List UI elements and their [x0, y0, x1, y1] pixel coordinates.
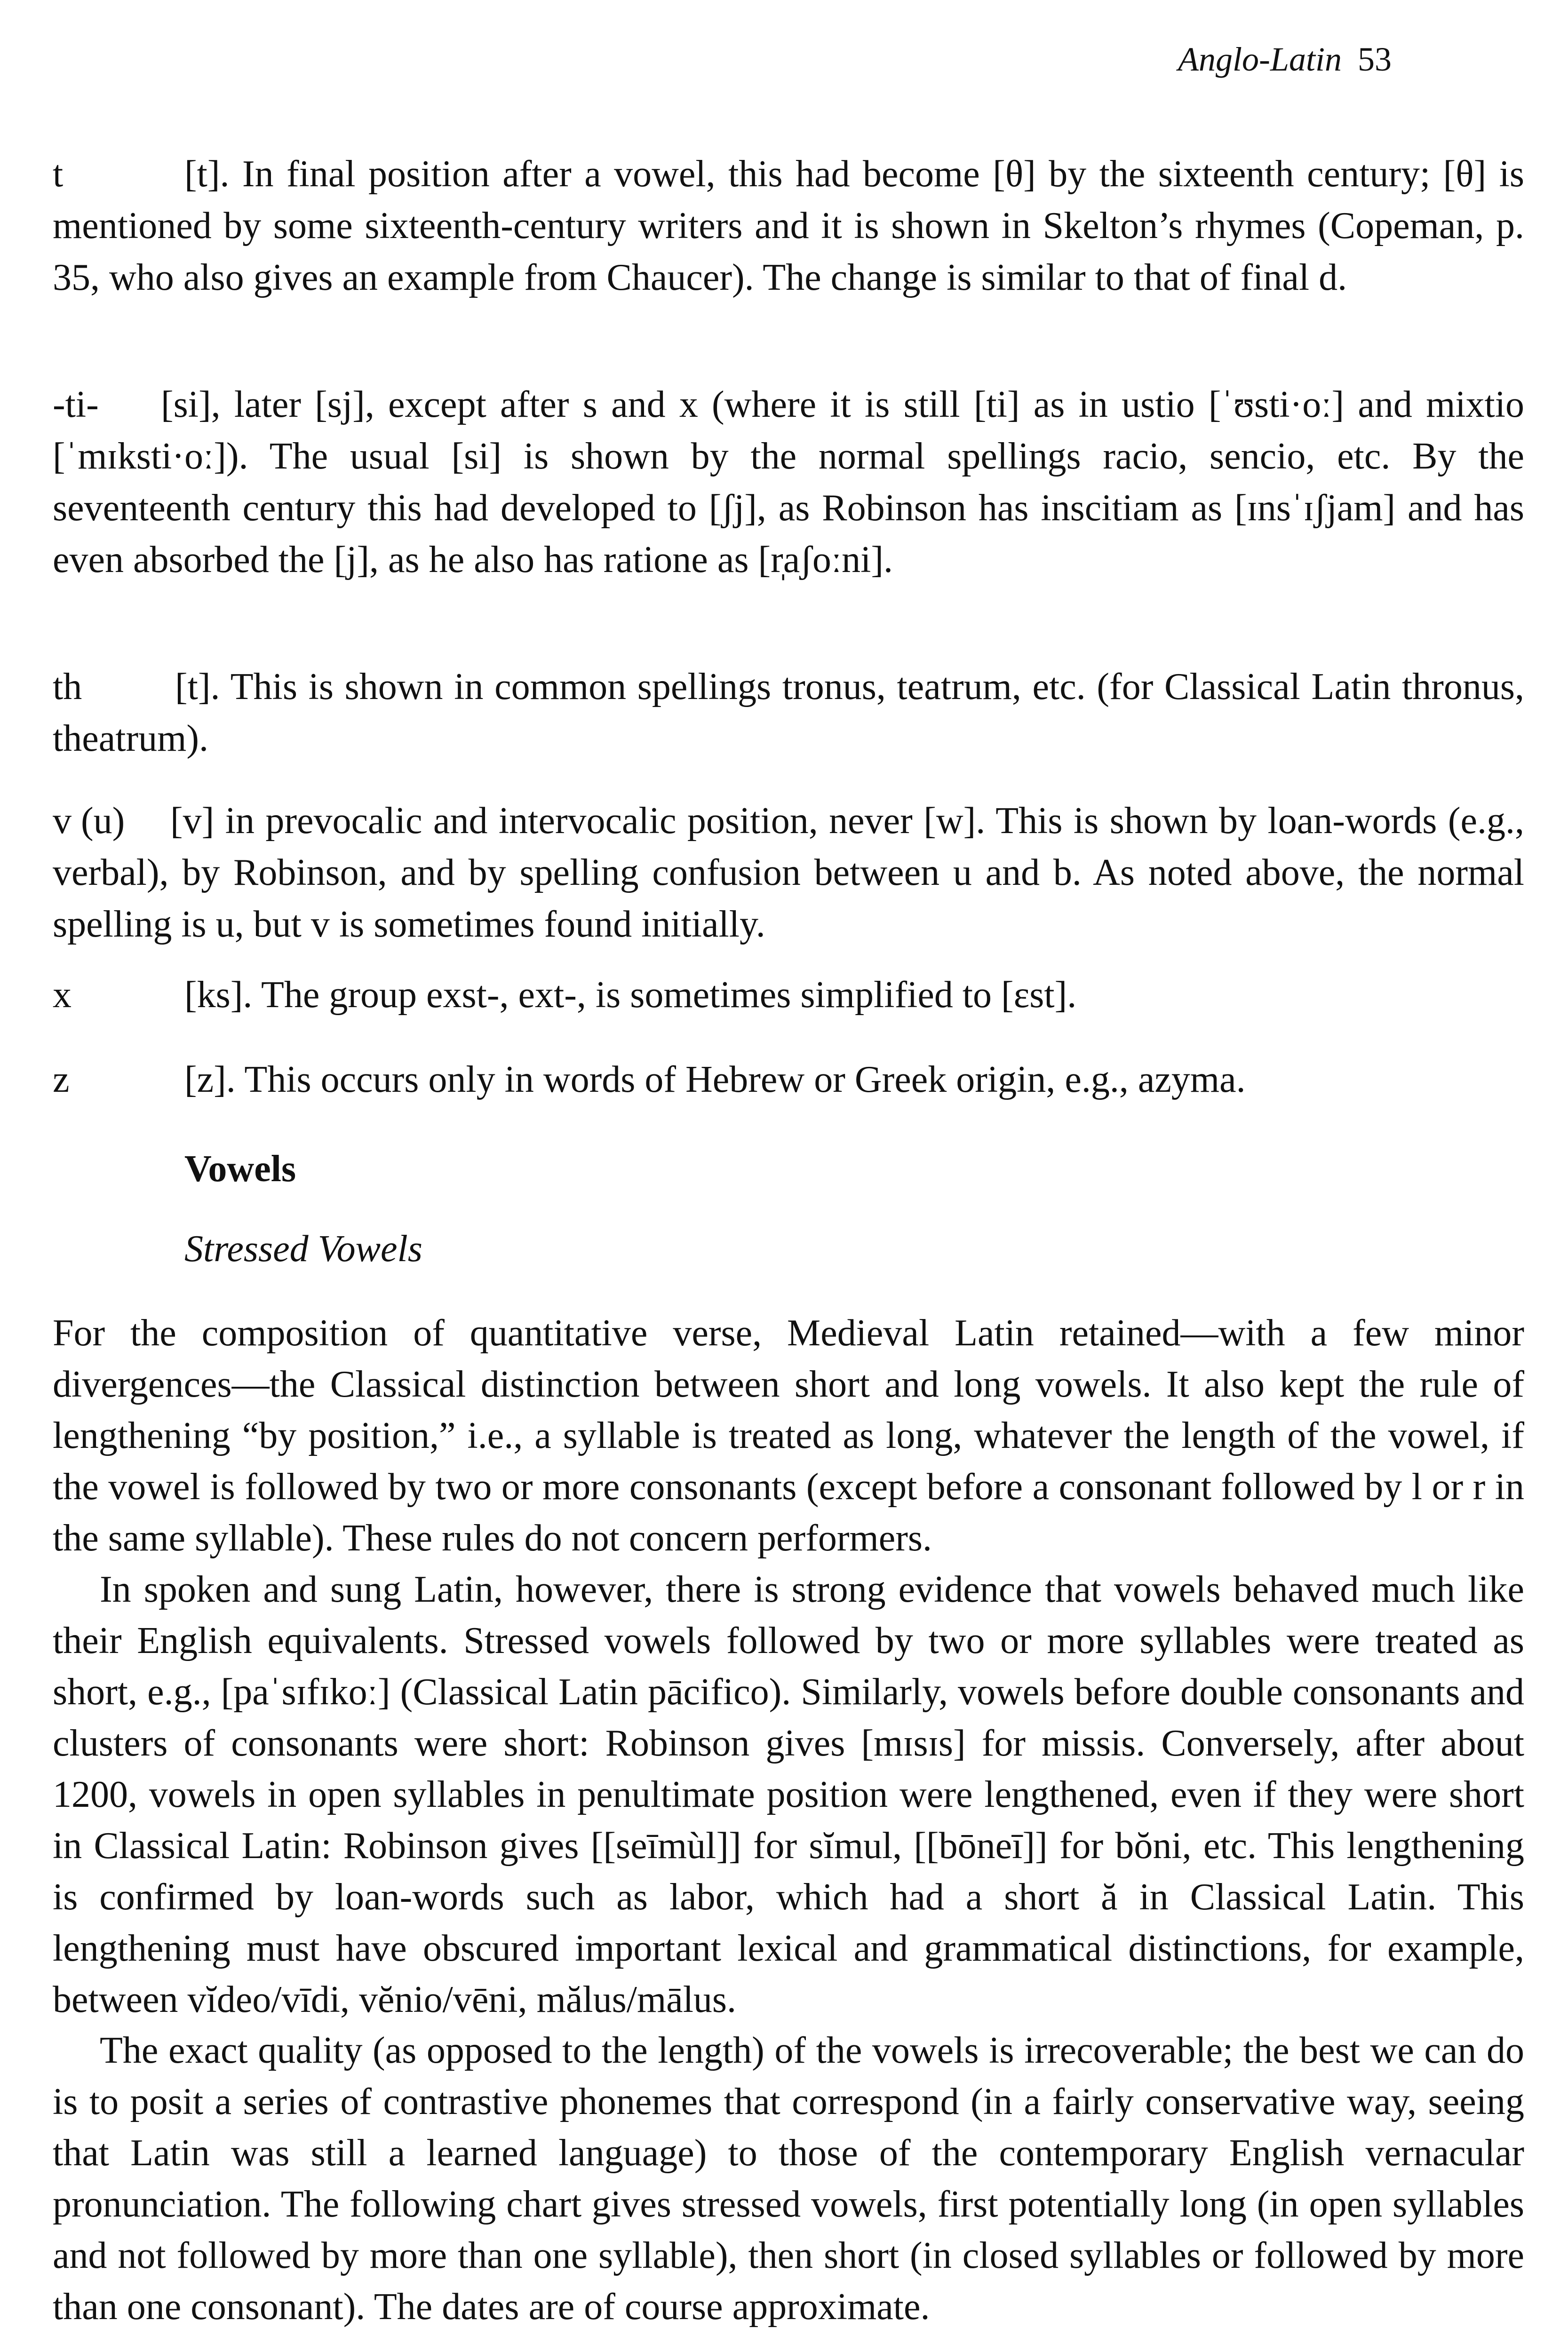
paragraph: For the composition of quantitative verse, Medieval Latin retained—with a few minor divergences—the Classical distinction between short and long vowels. It also kept the rule of lengthening “by position,” i.e., a syllable is treated as long, whatever the length of the vowel, if the vowel is followed by two or more consonants (except before a consonant followed by l or r in the same syllable). These rules do not concern performers. [53, 1312, 1524, 1559]
page-number: 53 [1358, 40, 1392, 78]
entry-text: [t]. In final position after a vowel, this had become [θ] by the sixteenth century; [θ] is mentioned by some sixteenth-century writers and it is shown in Skelton’s rhymes (Copeman, p. 35, who also gives an example from Chaucer). The change is similar to that of final d. [53, 153, 1524, 298]
running-head-title: Anglo-Latin [1178, 40, 1342, 78]
entry-t [53, 148, 1524, 303]
section-heading: Vowels [184, 1148, 296, 1190]
subsection-heading: Stressed Vowels [184, 1228, 422, 1270]
entry-text: [t]. This is shown in common spellings tronus, teatrum, etc. (for Classical Latin thronus, theatrum). [53, 666, 1524, 759]
running-head [1178, 40, 1392, 79]
entry-text: [si], later [sj], except after s and x (where it is still [ti] as in ustio [ˈʊsti·oː] and mixtio [ˈmɪksti·oː]). The usual [si] is shown by the normal spellings racio, sencio, etc. By the seventeenth century this had developed to [ʃj], as Robinson has inscitiam as [ɪnsˈɪʃjam] and has even absorbed the [j], as he also has ratione as [r̩aʃoːni]. [53, 384, 1524, 580]
entry-text: [ks]. The group exst-, ext-, is sometimes simplified to [ɛst]. [184, 974, 1077, 1016]
entry-key: -ti- [53, 384, 99, 425]
entry-z [53, 1054, 1524, 1105]
entry-th [53, 661, 1524, 764]
paragraph: The exact quality (as opposed to the length) of the vowels is irrecoverable; the best we can do is to posit a series of contrastive phonemes that correspond (in a fairly conservative way, seeing that Latin was still a learned language) to those of the contemporary English vernacular pronunciation. The following chart gives stressed vowels, first potentially long (in open syllables and not followed by more than one syllable), then short (in closed syllables or followed by more than one consonant). The dates are of course approximate. [53, 2030, 1524, 2328]
entry-text: [z]. This occurs only in words of Hebrew or Greek origin, e.g., azyma. [184, 1059, 1246, 1100]
entry-key: th [53, 666, 82, 707]
entry-text: [v] in prevocalic and intervocalic position, never [w]. This is shown by loan-words (e.g., verbal), by Robinson, and by spelling confusion between u and b. As noted above, the normal spelling is u, but v is sometimes found initially. [53, 800, 1524, 945]
entry-v [53, 795, 1524, 950]
paragraph: In spoken and sung Latin, however, there is strong evidence that vowels behaved much like their English equivalents. Stressed vowels followed by two or more syllables were treated as short, e.g., [paˈsɪfɪkoː] (Classical Latin pācifico). Similarly, vowels before double consonants and clusters of consonants were short: Robinson gives [mɪsɪs] for missis. Conversely, after about 1200, vowels in open syllables in penultimate position were lengthened, even if they were short in Classical Latin: Robinson gives [[seīmùl]] for sĭmul, [[bōneī]] for bŏni, etc. This lengthening is confirmed by loan-words such as labor, which had a short ă in Classical Latin. This lengthening must have obscured important lexical and grammatical distinctions, for example, between vĭdeo/vīdi, vĕnio/vēni, mălus/mālus. [53, 1569, 1524, 2020]
entry-x [53, 969, 1524, 1021]
entry-key: z [53, 1059, 70, 1100]
entry-key: x [53, 974, 72, 1016]
entry-key: v (u) [53, 800, 125, 842]
entry-ti [53, 379, 1524, 586]
entry-key: t [53, 153, 64, 195]
